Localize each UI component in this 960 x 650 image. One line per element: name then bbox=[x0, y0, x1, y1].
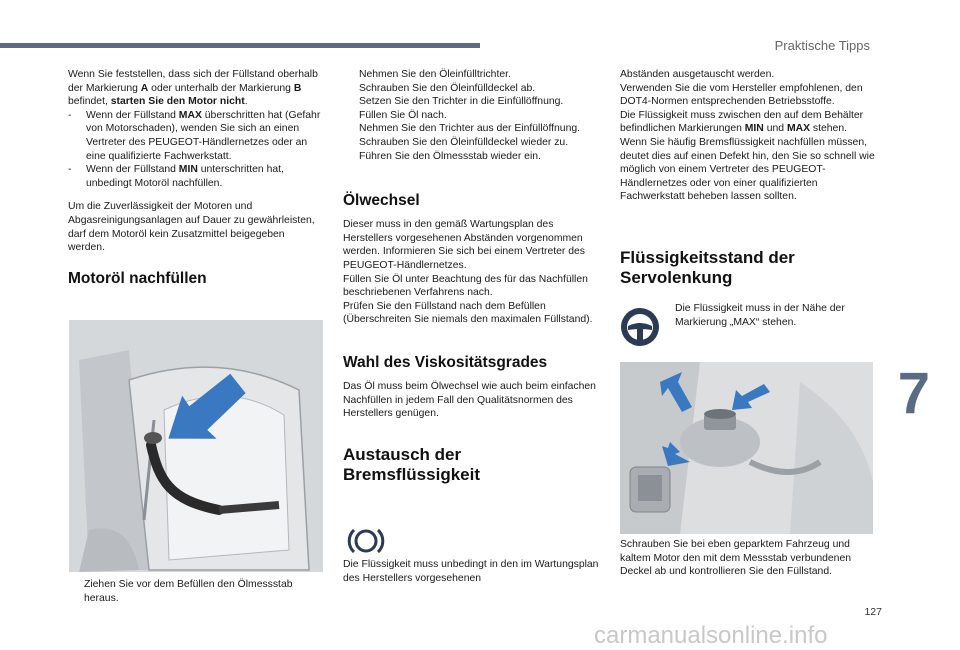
list-item: - Wenn der Füllstand MIN unterschritten hat, unbedingt Motoröl nachfüllen. bbox=[68, 164, 284, 189]
heading-oelwechsel: Ölwechsel bbox=[343, 192, 420, 210]
intro-paragraph: Wenn Sie feststellen, dass sich der Füllstand oberhalb der Markierung A oder unterhalb der Markierung B befindet, starten Sie den Motor nicht. bbox=[68, 69, 318, 108]
heading-motoroel: Motoröl nachfüllen bbox=[68, 269, 207, 287]
column-middle bbox=[343, 68, 601, 485]
heading-servolenkung: Flüssigkeitsstand der Servolenkung bbox=[620, 247, 795, 287]
column-right: Abständen ausgetauscht werden. Verwenden Sie die vom Hersteller empfohlenen, den DOT4-Normen entsprechenden Betriebsstoffe. Die Flüssigkeit muss zwischen den auf dem Behälter befindlichen Markierungen MIN und MAX stehen. Wenn Sie häufig Bremsflüssigkeit nachfüllen müssen, deutet dies auf einen Defekt hin, den Sie so schnell wie möglich von einem Vertreter des PEUGEOT-Händlernetzes oder von einer qualifizierten Fachwerkstatt beheben lassen sollten. Flüssigkeitsstand der Servolenkung bbox=[620, 69, 875, 287]
list-item: Führen Sie den Ölmessstab wieder ein. bbox=[359, 150, 541, 162]
steering-wheel-icon bbox=[617, 304, 663, 355]
column-left bbox=[68, 68, 323, 288]
heading-viskositaet: Wahl des Viskositätsgrades bbox=[343, 353, 548, 371]
list-item: Schrauben Sie den Öleinfülldeckel ab. bbox=[359, 82, 536, 94]
servo-caption: Schrauben Sie bei eben geparktem Fahrzeug und kaltem Motor den mit dem Messstab verbundenen Deckel ab und kontrollieren Sie den Füllstand. bbox=[620, 539, 852, 578]
engine-oil-photo bbox=[69, 320, 323, 572]
viskositaet-text: Das Öl muss beim Ölwechsel wie auch beim einfachen Nachfüllen in jedem Fall den Qualitätsnormen des Herstellers genügen. bbox=[343, 380, 596, 420]
power-steering-photo bbox=[620, 362, 873, 534]
watermark: carmanualsonline.info bbox=[594, 622, 828, 649]
list-item: Füllen Sie Öl nach. bbox=[359, 109, 447, 121]
servo-text: Die Flüssigkeit muss in der Nähe der Markierung „MAX“ stehen. bbox=[675, 303, 845, 328]
list-item: Ziehen Sie vor dem Befüllen den Ölmessstab heraus. bbox=[84, 579, 293, 604]
list-item: Setzen Sie den Trichter in die Einfüllöffnung. bbox=[359, 96, 564, 108]
list-item: Schrauben Sie den Öleinfülldeckel wieder zu. bbox=[359, 136, 569, 148]
page-number: 127 bbox=[864, 606, 882, 618]
additive-paragraph: Um die Zuverlässigkeit der Motoren und Abgasreinigungsanlagen auf Dauer zu gewährleisten, darf dem Motoröl kein Zusatzmittel beigegeben werden. bbox=[68, 201, 315, 254]
chapter-number: 7 bbox=[897, 361, 930, 426]
heading-bremsfluessigkeit: Austausch der Bremsflüssigkeit bbox=[343, 444, 480, 484]
section-title: Praktische Tipps bbox=[774, 38, 870, 53]
brake-text: Die Flüssigkeit muss unbedingt in den im Wartungsplan des Herstellers vorgesehenen bbox=[343, 559, 599, 584]
column-left-bottom bbox=[68, 578, 323, 605]
header-bar bbox=[0, 43, 480, 48]
oelwechsel-text: Dieser muss in den gemäß Wartungsplan des Herstellers vorgesehenen Abständen vorgenommen werden. Informieren Sie sich bei einem Vertreter des PEUGEOT-Händlernetzes. Füllen Sie Öl unter Beachtung des für das Nachfüllen beschriebenen Verfahrens nach. Prüfen Sie den Füllstand nach dem Befüllen (Überschreiten Sie niemals den maximalen Füllstand). bbox=[343, 219, 593, 326]
list-item: Nehmen Sie den Öleinfülltrichter. bbox=[359, 69, 511, 80]
list-item: Nehmen Sie den Trichter aus der Einfüllöffnung. bbox=[359, 123, 581, 135]
list-item: - Wenn der Füllstand MAX überschritten hat (Gefahr von Motorschaden), wenden Sie sich an einen Vertreter des PEUGEOT-Händlernetzes oder an eine qualifizierte Fachwerkstatt. bbox=[68, 109, 321, 162]
